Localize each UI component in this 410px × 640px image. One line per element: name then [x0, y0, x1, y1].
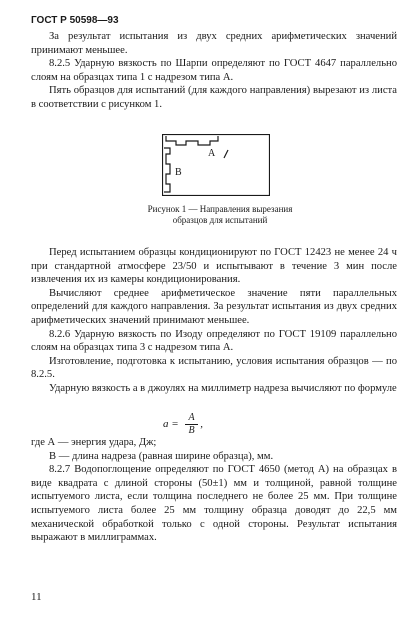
- text-block-1: [31, 30, 397, 112]
- figure-1-diagram: [162, 134, 270, 196]
- formula-fraction: [185, 412, 197, 437]
- paragraph-conditioning: Перед испытанием образцы кондиционируют по ГОСТ 12423 не менее 24 ч при стандартной атмосфере 23/50 и испытывают в течение 3 мин после извлечения их из камеры кондиционирования.: [31, 247, 397, 286]
- direction-mark: [224, 150, 228, 158]
- figure-label-b: В: [175, 167, 182, 178]
- paragraph-8-2-7: 8.2.7 Водопоглощение определяют по ГОСТ 4650 (метод А) на образцах в виде квадрата с длиной стороны (50±1) мм и толщиной, равной толщине испытуемого листа, если толщина последнего не более 25 мм. При толщине испытуемого листа более 25 мм толщину образца доводят до 22,5 мм механической обработкой только с одной стороны. Результат испытания выражают в миллиграммах.: [31, 464, 397, 544]
- formula-lhs: a: [163, 418, 169, 431]
- paragraph-formula-intro: Ударную вязкость a в джоулях на миллиметр надреза вычисляют по формуле: [49, 382, 397, 394]
- paragraph-8-2-5: 8.2.5 Ударную вязкость по Шарпи определяют по ГОСТ 4647 параллельно слоям на образцах типа 1 с надрезом типа А.: [31, 58, 397, 83]
- page-number: 11: [31, 591, 42, 603]
- specimens-direction-a: [166, 136, 218, 145]
- paragraph-1: За результат испытания из двух средних арифметических значений принимают меньшее.: [31, 31, 397, 56]
- sheet-outline: [163, 135, 270, 196]
- legend-b: В — длина надреза (равная ширине образца), мм.: [49, 450, 274, 462]
- paragraph-8-2-6: 8.2.6 Ударную вязкость по Изоду определяют по ГОСТ 19109 параллельно слоям на образцах типа 3 с надрезом типа А.: [31, 328, 397, 354]
- specimens-direction-b: [164, 148, 170, 192]
- paragraph-3: Пять образцов для испытаний (для каждого направления) вырезают из листа в соответствии с рисунком 1.: [31, 85, 397, 110]
- paragraph-preparation: Изготовление, подготовка к испытанию, условия испытания образцов — по 8.2.5.: [31, 355, 397, 381]
- legend-a: где А — энергия удара, Дж;: [31, 437, 157, 448]
- formula-suffix: ,: [200, 418, 204, 431]
- formula-numerator: A: [185, 412, 197, 425]
- document-header: ГОСТ Р 50598—93: [31, 15, 119, 26]
- paragraph-average: Вычисляют среднее арифметическое значение пяти параллельных определений для каждого направления. За результат испытания из двух средних арифметических значений принимают меньшее.: [31, 287, 397, 326]
- figure-label-a: А: [208, 148, 216, 159]
- figure-caption: Рисунок 1 — Направления вырезания образцов для испытаний: [147, 204, 293, 225]
- formula-equals: =: [171, 418, 179, 431]
- text-block-3: [31, 436, 397, 545]
- formula-denominator: B: [188, 425, 195, 436]
- impact-formula: [163, 412, 203, 437]
- text-block-2: [31, 246, 397, 396]
